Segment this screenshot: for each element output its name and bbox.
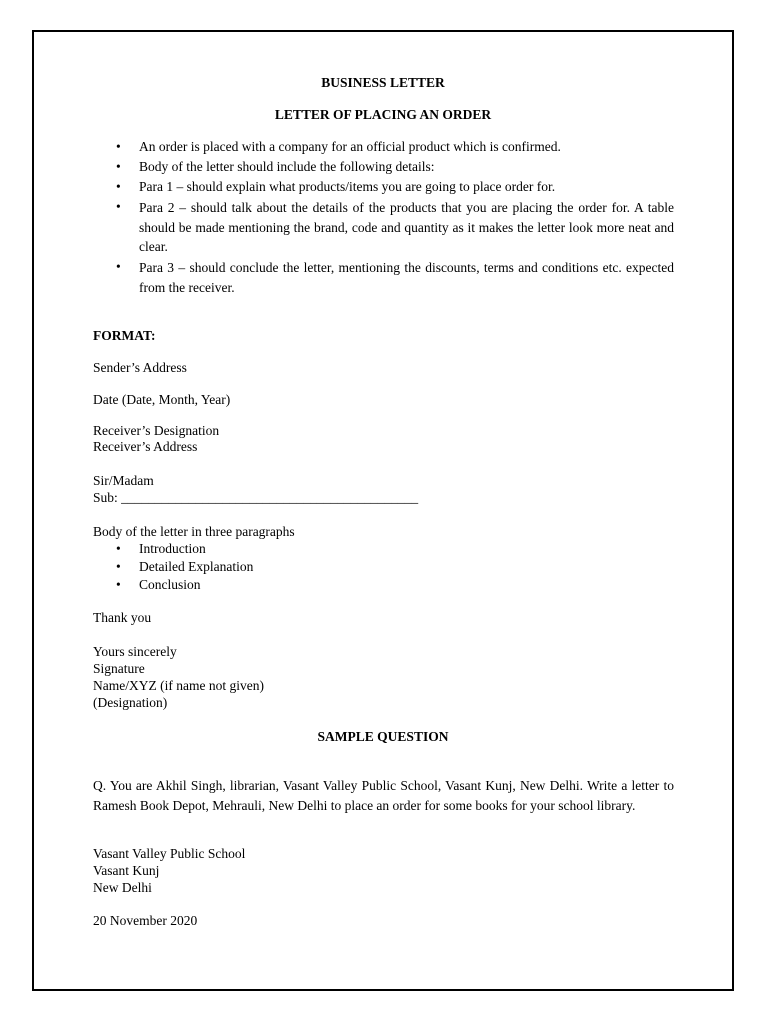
page-subtitle: LETTER OF PLACING AN ORDER bbox=[274, 107, 492, 122]
bullet-icon: • bbox=[116, 259, 121, 274]
body-item: Introduction bbox=[139, 541, 206, 556]
name-line: Name/XYZ (if name not given) bbox=[93, 678, 264, 693]
intro-bullet-text: An order is placed with a company for an official product which is confirmed. bbox=[139, 139, 561, 154]
intro-bullet-text: Body of the letter should include the following details: bbox=[139, 159, 435, 174]
intro-bullet-text: Para 1 – should explain what products/items you are going to place order for. bbox=[139, 179, 556, 194]
body-item: Detailed Explanation bbox=[139, 559, 254, 574]
sample-date: 20 November 2020 bbox=[93, 913, 198, 928]
subject-line: Sub: ____________________________________________ bbox=[93, 490, 419, 505]
thanks-line: Thank you bbox=[93, 610, 152, 625]
receiver-designation: Receiver’s Designation bbox=[93, 423, 220, 438]
signature-line: Signature bbox=[93, 661, 145, 676]
bullet-icon: • bbox=[116, 577, 121, 592]
sample-heading: SAMPLE QUESTION bbox=[317, 729, 449, 744]
intro-bullet-text: Para 3 – should conclude the letter, mentioning the discounts, terms and conditions etc. expected from the receiver. bbox=[139, 260, 674, 295]
page-title: BUSINESS LETTER bbox=[321, 75, 445, 90]
closing-line: Yours sincerely bbox=[93, 644, 177, 659]
sample-question: Q. You are Akhil Singh, librarian, Vasant Valley Public School, Vasant Kunj, New Delhi. Write a letter to Ramesh Book Depot, Mehrauli, New Delhi to place an order for some books for your school library. bbox=[93, 778, 674, 813]
body-intro: Body of the letter in three paragraphs bbox=[93, 524, 295, 539]
sample-address-line: Vasant Kunj bbox=[93, 863, 160, 878]
body-item: Conclusion bbox=[139, 577, 201, 592]
bullet-icon: • bbox=[116, 179, 121, 194]
bullet-icon: • bbox=[116, 541, 121, 556]
designation-line: (Designation) bbox=[93, 695, 168, 710]
intro-bullet-text: Para 2 – should talk about the details of the products that you are placing the order for. A table should be made mentioning the brand, code and quantity as it makes the letter look more neat and clear. bbox=[139, 200, 674, 254]
bullet-icon: • bbox=[116, 139, 121, 154]
bullet-icon: • bbox=[116, 559, 121, 574]
sample-address-line: New Delhi bbox=[93, 880, 152, 895]
bullet-icon: • bbox=[116, 199, 121, 214]
format-heading: FORMAT: bbox=[93, 328, 156, 343]
sample-address-line: Vasant Valley Public School bbox=[93, 846, 246, 861]
date-line: Date (Date, Month, Year) bbox=[93, 392, 231, 407]
bullet-icon: • bbox=[116, 159, 121, 174]
salutation: Sir/Madam bbox=[93, 473, 154, 488]
receiver-address: Receiver’s Address bbox=[93, 439, 198, 454]
sender-address: Sender’s Address bbox=[93, 360, 187, 375]
